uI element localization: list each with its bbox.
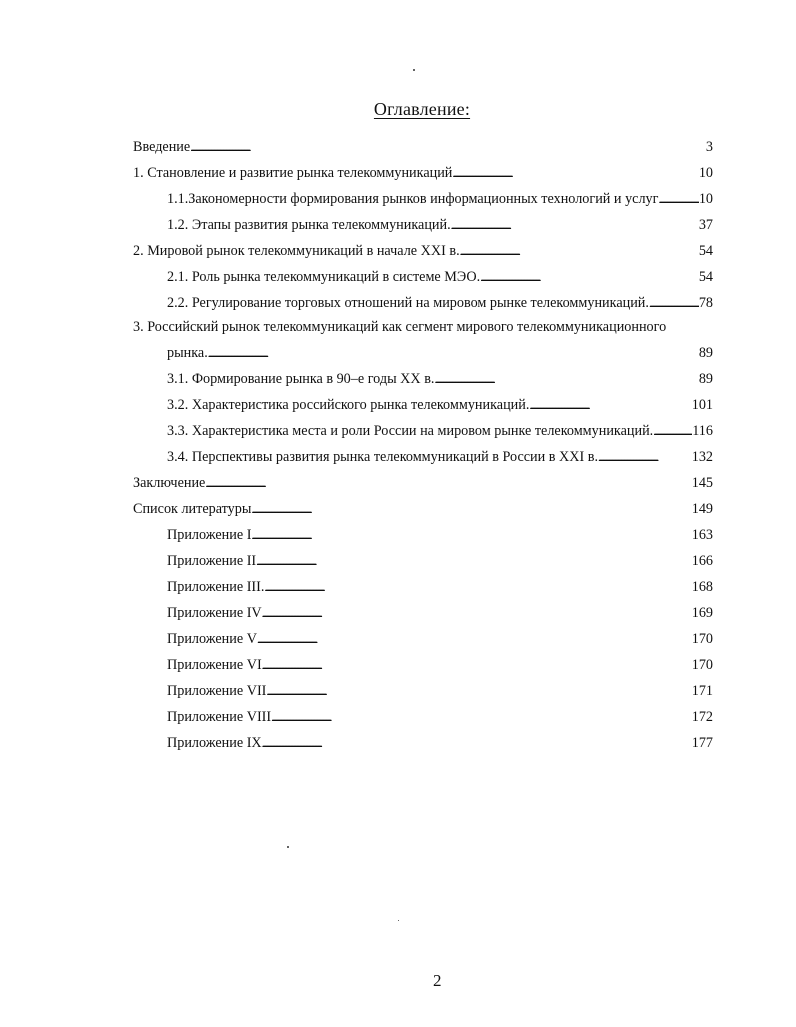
toc-entry-label: 3.1. Формирование рынка в 90–е годы XX в. (167, 371, 435, 387)
toc-dot-leader (257, 630, 692, 649)
toc-dot-leader (598, 448, 692, 467)
toc-entry-label: Приложение IX (167, 735, 262, 751)
toc-entry-label-continuation: рынка. (167, 345, 208, 361)
toc-entry-page: 163 (691, 527, 713, 543)
toc-entry-page: 54 (698, 269, 713, 285)
toc-entry-page: 132 (691, 449, 713, 465)
toc-entry-section-3-4[interactable] (167, 448, 713, 467)
toc-entry-page: 78 (698, 295, 713, 311)
toc-entry-page: 101 (691, 397, 713, 413)
toc-entry-appendix-3[interactable] (167, 578, 713, 597)
toc-entry-page: 166 (691, 553, 713, 569)
toc-entry-label: 1. Становление и развитие рынка телекоммуникаций (133, 165, 453, 181)
toc-entry-label: Приложение IV (167, 605, 262, 621)
scan-speck (413, 69, 415, 71)
toc-dot-leader (460, 242, 699, 261)
toc-entry-label: 3.4. Перспективы развития рынка телекоммуникаций в России в XXI в. (167, 449, 599, 465)
toc-dot-leader (271, 708, 692, 727)
toc-dot-leader (434, 370, 698, 389)
toc-entry-label: Приложение VIII (167, 709, 272, 725)
toc-entry-label: Введение (133, 139, 191, 155)
toc-dot-leader (251, 500, 691, 519)
toc-dot-leader (266, 682, 691, 701)
toc-entry-label: Список литературы (133, 501, 252, 517)
toc-entry-introduction[interactable] (133, 138, 713, 157)
toc-dot-leader (653, 422, 692, 441)
toc-entry-bibliography[interactable] (133, 500, 713, 519)
toc-entry-appendix-6[interactable] (167, 656, 713, 675)
toc-entry-appendix-1[interactable] (167, 526, 713, 545)
toc-dot-leader (452, 164, 698, 183)
toc-dot-leader (480, 268, 699, 287)
toc-entry-section-2-1[interactable] (167, 268, 713, 287)
toc-entry-chapter-3-continuation[interactable] (167, 344, 713, 363)
toc-entry-label: Приложение II (167, 553, 257, 569)
toc-entry-label: 1.1.Закономерности формирования рынков информационных технологий и услуг (167, 191, 659, 207)
toc-dot-leader (529, 396, 691, 415)
page-title: Оглавление: (373, 99, 471, 119)
toc-entry-page: 172 (691, 709, 713, 725)
toc-entry-label: 3.3. Характеристика места и роли России на мировом рынке телекоммуникаций. (167, 423, 654, 439)
toc-dot-leader (451, 216, 699, 235)
scan-speck (398, 920, 399, 921)
toc-entry-page: 10 (698, 165, 713, 181)
toc-entry-label: 2.2. Регулирование торговых отношений на мировом рынке телекоммуникаций. (167, 295, 649, 311)
toc-entry-page: 145 (691, 475, 713, 491)
toc-entry-page: 149 (691, 501, 713, 517)
toc-entry-section-1-2[interactable] (167, 216, 713, 235)
toc-entry-section-2-2[interactable] (167, 294, 713, 313)
toc-entry-label: 3.2. Характеристика российского рынка телекоммуникаций. (167, 397, 530, 413)
toc-entry-section-3-2[interactable] (167, 396, 713, 415)
toc-entry-appendix-7[interactable] (167, 682, 713, 701)
toc-dot-leader (205, 474, 691, 493)
toc-entry-label: 3. Российский рынок телекоммуникаций как сегмент мирового телекоммуникационного (133, 319, 667, 335)
toc-entry-conclusion[interactable] (133, 474, 713, 493)
toc-dot-leader (262, 604, 692, 623)
toc-entry-label: Приложение III. (167, 579, 265, 595)
toc-entry-appendix-5[interactable] (167, 630, 713, 649)
toc-entry-section-1-1[interactable] (167, 190, 713, 209)
toc-dot-leader (658, 190, 698, 209)
toc-entry-chapter-3[interactable] (133, 318, 666, 336)
toc-dot-leader (262, 734, 692, 753)
toc-dot-leader (262, 656, 692, 675)
toc-dot-leader (264, 578, 691, 597)
toc-entry-page: 177 (691, 735, 713, 751)
toc-entry-appendix-8[interactable] (167, 708, 713, 727)
toc-entry-appendix-9[interactable] (167, 734, 713, 753)
toc-entry-page: 89 (698, 345, 713, 361)
toc-entry-label: Приложение I (167, 527, 252, 543)
toc-dot-leader (190, 138, 706, 157)
toc-entry-section-3-1[interactable] (167, 370, 713, 389)
toc-entry-page: 89 (698, 371, 713, 387)
toc-entry-section-3-3[interactable] (167, 422, 713, 441)
toc-entry-page: 171 (691, 683, 713, 699)
toc-entry-label: 2.1. Роль рынка телекоммуникаций в системе МЭО. (167, 269, 481, 285)
toc-entry-page: 37 (698, 217, 713, 233)
page-number: 2 (433, 971, 442, 990)
toc-entry-page: 170 (691, 631, 713, 647)
toc-entry-page: 170 (691, 657, 713, 673)
toc-entry-page: 116 (692, 423, 713, 439)
toc-dot-leader (256, 552, 692, 571)
toc-entry-label: Приложение V (167, 631, 257, 647)
toc-entry-page: 168 (691, 579, 713, 595)
toc-entry-label: 1.2. Этапы развития рынка телекоммуникаций. (167, 217, 451, 233)
toc-entry-label: Приложение VI (167, 657, 262, 673)
toc-entry-appendix-2[interactable] (167, 552, 713, 571)
toc-entry-label: Заключение (133, 475, 206, 491)
toc-entry-appendix-4[interactable] (167, 604, 713, 623)
toc-entry-label: 2. Мировой рынок телекоммуникаций в начале XXI в. (133, 243, 460, 259)
toc-dot-leader (649, 294, 699, 313)
scan-speck (287, 846, 289, 848)
toc-dot-leader (208, 344, 699, 363)
toc-entry-page: 54 (698, 243, 713, 259)
toc-entry-page: 10 (698, 191, 713, 207)
toc-entry-label: Приложение VII (167, 683, 267, 699)
toc-dot-leader (251, 526, 691, 545)
toc-entry-chapter-1[interactable] (133, 164, 713, 183)
toc-entry-page: 169 (691, 605, 713, 621)
toc-entry-chapter-2[interactable] (133, 242, 713, 261)
toc-entry-page: 3 (705, 139, 713, 155)
